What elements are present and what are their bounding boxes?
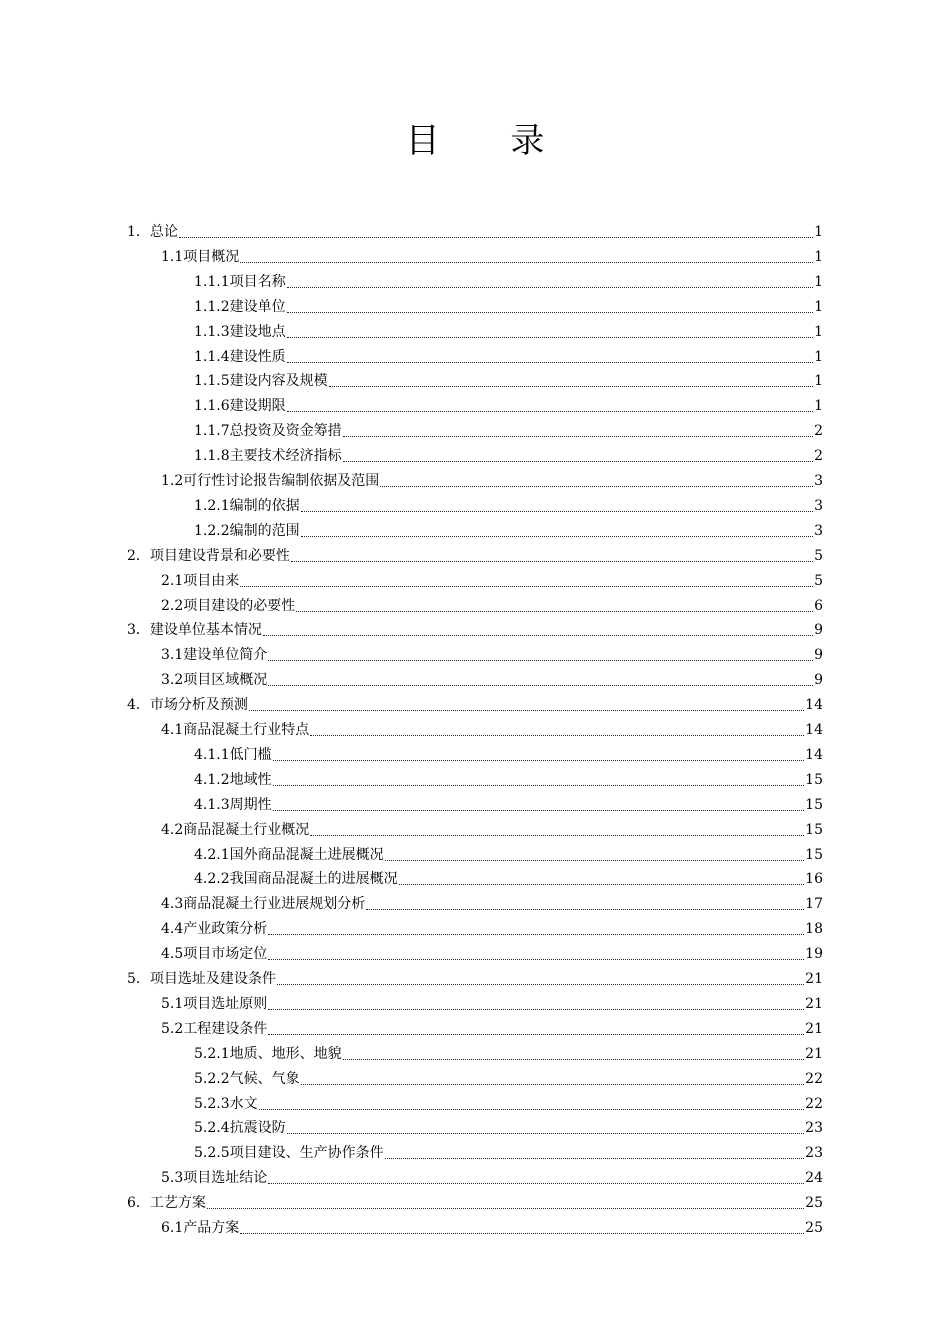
toc-entry-number: 1.1.1	[194, 273, 230, 290]
toc-entry-page: 15	[805, 796, 823, 813]
toc-entry-label: 编制的依据	[229, 497, 300, 514]
toc-entry-page: 14	[805, 722, 823, 738]
toc-entry[interactable]	[161, 714, 823, 739]
toc-dot-leader	[249, 710, 804, 711]
toc-entry[interactable]	[194, 490, 823, 515]
toc-entry-label: 项目建设的必要性	[183, 597, 296, 614]
toc-entry[interactable]	[161, 1212, 823, 1237]
toc-entry[interactable]	[194, 1088, 823, 1113]
toc-dot-leader	[310, 735, 804, 736]
toc-entry-label: 商品混凝土行业进展规划分析	[183, 896, 366, 913]
toc-entry[interactable]	[161, 1013, 823, 1038]
toc-entry[interactable]	[161, 814, 823, 839]
toc-entry-page: 2	[814, 448, 823, 465]
toc-entry[interactable]	[127, 216, 823, 241]
toc-dot-leader	[287, 411, 813, 412]
toc-entry-page: 21	[805, 1045, 823, 1062]
toc-dot-leader	[329, 386, 813, 387]
toc-entry-page: 15	[805, 771, 823, 788]
toc-entry-page: 9	[814, 647, 823, 664]
toc-entry[interactable]	[194, 739, 823, 764]
toc-entry-number: 1.1.7	[194, 423, 230, 440]
toc-entry-page: 6	[814, 597, 823, 614]
toc-entry-number: 4.2.2	[194, 871, 230, 888]
toc-entry-number: 1.1	[161, 248, 184, 265]
toc-entry[interactable]	[194, 1137, 823, 1162]
toc-entry-page: 23	[805, 1145, 823, 1162]
toc-entry-label: 抗震设防	[229, 1120, 286, 1137]
toc-entry[interactable]	[161, 888, 823, 913]
toc-dot-leader	[301, 511, 813, 512]
toc-dot-leader	[277, 984, 804, 985]
toc-entry-page: 3	[814, 473, 823, 489]
toc-dot-leader	[310, 835, 804, 836]
toc-entry[interactable]	[194, 341, 823, 366]
toc-dot-leader	[273, 760, 805, 761]
toc-entry-page: 22	[805, 1070, 823, 1087]
toc-entry-page: 25	[805, 1220, 823, 1236]
toc-entry-page: 1	[814, 248, 823, 265]
page-title: 目 录	[405, 121, 575, 161]
toc-entry-page: 21	[805, 995, 823, 1012]
toc-entry-number: 1.1.6	[194, 398, 230, 415]
toc-dot-leader	[240, 262, 813, 263]
toc-dot-leader	[179, 237, 813, 238]
toc-dot-leader	[287, 362, 813, 363]
toc-entry-number: 6.1	[161, 1220, 184, 1236]
toc-entry-number: 1.2	[161, 473, 184, 489]
toc-dot-leader	[296, 611, 813, 612]
toc-entry-number: 1.1.3	[194, 323, 230, 340]
toc-dot-leader	[268, 660, 813, 661]
toc-entry-number: 1.2.2	[194, 522, 230, 539]
toc-entry-page: 21	[805, 1020, 823, 1037]
toc-entry-label: 建设单位	[229, 298, 286, 315]
toc-entry-label: 项目市场定位	[183, 946, 268, 963]
toc-dot-leader	[268, 1183, 804, 1184]
toc-entry-number: 1.1.5	[194, 373, 230, 390]
toc-entry-page: 1	[814, 348, 823, 365]
toc-entry-label: 气候、气象	[229, 1070, 300, 1087]
toc-entry-page: 3	[814, 497, 823, 514]
toc-entry[interactable]	[161, 664, 823, 689]
toc-entry[interactable]	[194, 440, 823, 465]
toc-entry-number: 5．	[127, 971, 150, 987]
toc-entry-label: 项目建设背景和必要性	[149, 547, 290, 564]
toc-entry[interactable]	[127, 963, 823, 988]
toc-entry-page: 3	[814, 522, 823, 539]
toc-entry-label: 建设性质	[229, 348, 286, 365]
toc-entry[interactable]	[161, 241, 823, 266]
toc-entry[interactable]	[127, 614, 823, 639]
toc-entry-page: 19	[805, 946, 823, 963]
toc-entry-number: 1．	[127, 224, 150, 240]
toc-dot-leader	[287, 287, 813, 288]
toc-dot-leader	[287, 337, 813, 338]
toc-entry[interactable]	[194, 365, 823, 390]
toc-entry[interactable]	[194, 1112, 823, 1137]
toc-entry-label: 我国商品混凝土的进展概况	[229, 871, 398, 888]
toc-entry-label: 建设单位基本情况	[149, 622, 262, 639]
toc-entry[interactable]	[127, 1187, 823, 1212]
toc-entry-number: 6．	[127, 1195, 150, 1212]
toc-entry-page: 16	[805, 871, 823, 888]
toc-entry-page: 23	[805, 1120, 823, 1137]
toc-entry[interactable]	[161, 590, 823, 615]
toc-entry-page: 5	[814, 572, 823, 589]
toc-entry[interactable]	[161, 639, 823, 664]
toc-entry-number: 4.5	[161, 946, 184, 963]
toc-entry-number: 3.2	[161, 672, 184, 689]
toc-dot-leader	[343, 1059, 805, 1060]
toc-entry-page: 1	[814, 398, 823, 415]
toc-entry-page: 24	[805, 1170, 823, 1187]
toc-dot-leader	[263, 635, 813, 636]
toc-entry[interactable]	[194, 839, 823, 864]
toc-dot-leader	[287, 312, 813, 313]
toc-entry[interactable]	[194, 1038, 823, 1063]
toc-dot-leader	[240, 586, 813, 587]
toc-entry-label: 项目建设、生产协作条件	[229, 1145, 384, 1162]
toc-entry-number: 4.4	[161, 921, 184, 938]
toc-entry-page: 15	[805, 846, 823, 863]
toc-entry-page: 1	[814, 373, 823, 390]
toc-entry[interactable]	[194, 1063, 823, 1088]
toc-entry-label: 建设单位简介	[183, 647, 268, 664]
toc-entry-label: 工艺方案	[149, 1195, 206, 1212]
toc-entry-number: 5.2.4	[194, 1120, 230, 1137]
toc-entry-page: 25	[805, 1195, 823, 1212]
toc-entry-number: 5.2.3	[194, 1095, 230, 1112]
toc-entry-label: 周期性	[229, 796, 272, 813]
toc-entry-label: 建设地点	[229, 323, 286, 340]
toc-entry-label: 项目选址原则	[183, 995, 268, 1012]
toc-entry-label: 项目由来	[183, 572, 240, 589]
toc-dot-leader	[268, 685, 813, 686]
toc-entry[interactable]	[194, 316, 823, 341]
toc-entry-number: 2.2	[161, 597, 184, 614]
toc-entry-number: 1.2.1	[194, 497, 230, 514]
toc-entry-label: 可行性讨论报告编制依据及范围	[183, 473, 380, 489]
toc-entry-page: 1	[814, 323, 823, 340]
toc-entry-label: 地域性	[229, 771, 272, 788]
toc-entry-number: 4.1.1	[194, 746, 230, 763]
toc-entry-number: 5.2.1	[194, 1045, 230, 1062]
toc-entry[interactable]	[161, 938, 823, 963]
toc-entry-number: 5.1	[161, 995, 184, 1012]
toc-entry[interactable]	[194, 415, 823, 440]
toc-entry-label: 商品混凝土行业特点	[183, 722, 310, 738]
toc-entry-label: 主要技术经济指标	[229, 448, 342, 465]
toc-entry-number: 5.2.2	[194, 1070, 230, 1087]
toc-entry-label: 产品方案	[183, 1220, 240, 1236]
toc-dot-leader	[287, 1133, 805, 1134]
toc-entry-page: 15	[805, 821, 823, 838]
toc-entry-page: 14	[805, 746, 823, 763]
toc-entry-number: 4.2.1	[194, 846, 230, 863]
toc-entry-number: 4．	[127, 697, 150, 714]
toc-entry-label: 商品混凝土行业概况	[183, 821, 310, 838]
toc-entry-number: 3．	[127, 622, 150, 639]
toc-entry[interactable]	[161, 465, 823, 490]
toc-entry-label: 水文	[229, 1095, 258, 1112]
toc-dot-leader	[343, 436, 813, 437]
toc-entry-page: 9	[814, 672, 823, 689]
toc-entry-label: 总论	[149, 224, 178, 240]
toc-entry-label: 编制的范围	[229, 522, 300, 539]
toc-dot-leader	[259, 1109, 805, 1110]
toc-entry-page: 9	[814, 622, 823, 639]
toc-entry[interactable]	[161, 988, 823, 1013]
toc-entry-number: 5.2	[161, 1020, 184, 1037]
toc-entry-label: 项目名称	[229, 273, 286, 290]
toc-entry-label: 产业政策分析	[183, 921, 268, 938]
toc-entry-label: 建设期限	[229, 398, 286, 415]
toc-dot-leader	[366, 909, 804, 910]
toc-entry-label: 项目概况	[183, 248, 240, 265]
toc-entry[interactable]	[194, 789, 823, 814]
toc-entry-page: 14	[805, 697, 823, 714]
toc-dot-leader	[268, 959, 804, 960]
toc-dot-leader	[273, 810, 805, 811]
toc-entry[interactable]	[127, 540, 823, 565]
toc-dot-leader	[291, 561, 813, 562]
toc-entry-number: 5.3	[161, 1170, 184, 1187]
toc-entry-number: 4.1.3	[194, 796, 230, 813]
toc-entry-number: 4.1.2	[194, 771, 230, 788]
toc-entry-label: 项目区域概况	[183, 672, 268, 689]
toc-entry-number: 1.1.2	[194, 298, 230, 315]
toc-entry[interactable]	[194, 764, 823, 789]
toc-entry[interactable]	[161, 565, 823, 590]
toc-entry-number: 5.2.5	[194, 1145, 230, 1162]
toc-dot-leader	[273, 785, 805, 786]
toc-entry-label: 总投资及资金筹措	[229, 423, 342, 440]
toc-dot-leader	[399, 884, 805, 885]
toc-entry-page: 5	[814, 547, 823, 564]
toc-entry-page: 21	[805, 971, 823, 987]
toc-entry-label: 低门槛	[229, 746, 272, 763]
toc-entry-label: 项目选址及建设条件	[149, 971, 276, 987]
toc-entry-number: 1.1.4	[194, 348, 230, 365]
toc-entry[interactable]	[194, 863, 823, 888]
toc-dot-leader	[380, 486, 813, 487]
toc-entry[interactable]	[127, 689, 823, 714]
toc-entry[interactable]	[194, 390, 823, 415]
toc-entry-page: 22	[805, 1095, 823, 1112]
toc-entry-page: 2	[814, 423, 823, 440]
toc-entry-page: 1	[814, 224, 823, 240]
toc-entry[interactable]	[161, 1162, 823, 1187]
toc-entry-number: 1.1.8	[194, 448, 230, 465]
toc-entry[interactable]	[194, 291, 823, 316]
toc-entry[interactable]	[161, 913, 823, 938]
toc-entry-page: 17	[805, 896, 823, 913]
toc-entry-label: 工程建设条件	[183, 1020, 268, 1037]
toc-dot-leader	[268, 934, 804, 935]
toc-dot-leader	[385, 860, 805, 861]
toc-entry-number: 2．	[127, 547, 150, 564]
toc-entry[interactable]	[194, 515, 823, 540]
toc-entry[interactable]	[194, 266, 823, 291]
toc-dot-leader	[343, 461, 813, 462]
toc-entry-number: 3.1	[161, 647, 184, 664]
toc-entry-page: 1	[814, 298, 823, 315]
toc-dot-leader	[301, 536, 813, 537]
toc-dot-leader	[268, 1009, 804, 1010]
toc-entry-label: 建设内容及规模	[229, 373, 328, 390]
toc-dot-leader	[268, 1034, 804, 1035]
toc-dot-leader	[301, 1084, 805, 1085]
toc-entry-label: 地质、地形、地貌	[229, 1045, 342, 1062]
toc-entry-page: 1	[814, 273, 823, 290]
toc-entry-label: 市场分析及预测	[149, 697, 248, 714]
toc-entry-label: 项目选址结论	[183, 1170, 268, 1187]
toc-entry-number: 4.2	[161, 821, 184, 838]
toc-dot-leader	[385, 1158, 805, 1159]
toc-dot-leader	[207, 1208, 804, 1209]
toc-dot-leader	[240, 1233, 804, 1234]
toc-entry-page: 18	[805, 921, 823, 938]
toc-entry-number: 2.1	[161, 572, 184, 589]
toc-entry-label: 国外商品混凝土进展概况	[229, 846, 384, 863]
toc-entry-number: 4.1	[161, 722, 184, 738]
toc-entry-number: 4.3	[161, 896, 184, 913]
